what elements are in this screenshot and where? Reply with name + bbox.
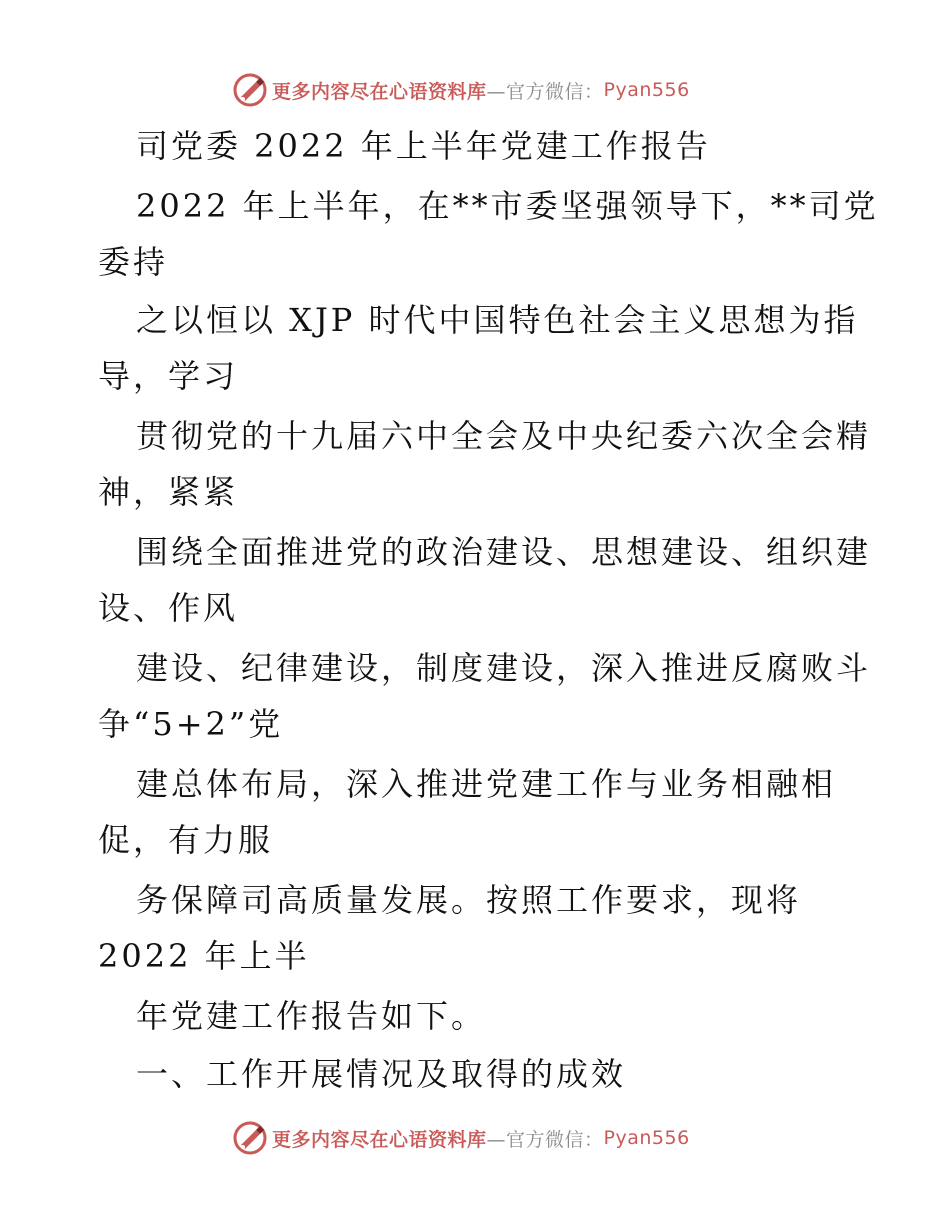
watermark-sub-text: —官方微信： <box>486 1128 604 1151</box>
paragraph-line: 贯彻党的十九届六中全会及中央纪委六次全会精 <box>136 417 872 455</box>
watermark-main-text: 更多内容尽在心语资料库 <box>272 80 487 103</box>
paragraph-line: 促，有力服 <box>98 821 274 859</box>
paragraph-line: 设、作风 <box>98 589 239 627</box>
paragraph-line: 年党建工作报告如下。 <box>136 997 487 1035</box>
paragraph-line: 2022 年上半 <box>98 937 310 975</box>
paragraph-line: 争“5+2”党 <box>98 705 284 743</box>
watermark-main-text: 更多内容尽在心语资料库 <box>272 1128 487 1151</box>
pen-logo-icon <box>232 1120 268 1156</box>
paragraph-line: 委持 <box>98 243 169 281</box>
paragraph-line: 围绕全面推进党的政治建设、思想建设、组织建 <box>136 533 872 571</box>
watermark-id-text: Pyan556 <box>603 79 690 101</box>
watermark-banner-top <box>232 70 752 110</box>
watermark-id-text: Pyan556 <box>603 1127 690 1149</box>
pen-logo-icon <box>232 72 268 108</box>
paragraph-line: 之以恒以 XJP 时代中国特色社会主义思想为指 <box>136 301 859 339</box>
section-heading: 一、工作开展情况及取得的成效 <box>136 1055 627 1093</box>
paragraph-line: 建总体布局，深入推进党建工作与业务相融相 <box>136 765 837 803</box>
document-title: 司党委 2022 年上半年党建工作报告 <box>136 127 711 165</box>
paragraph-line: 神，紧紧 <box>98 473 239 511</box>
paragraph-line: 务保障司高质量发展。按照工作要求，现将 <box>136 881 802 919</box>
paragraph-line: 建设、纪律建设，制度建设，深入推进反腐败斗 <box>136 649 872 687</box>
watermark-sub-text: —官方微信： <box>486 80 604 103</box>
paragraph-line: 2022 年上半年，在**市委坚强领导下，**司党 <box>136 187 879 225</box>
paragraph-line: 导，学习 <box>98 357 239 395</box>
watermark-banner-bottom <box>232 1118 752 1158</box>
